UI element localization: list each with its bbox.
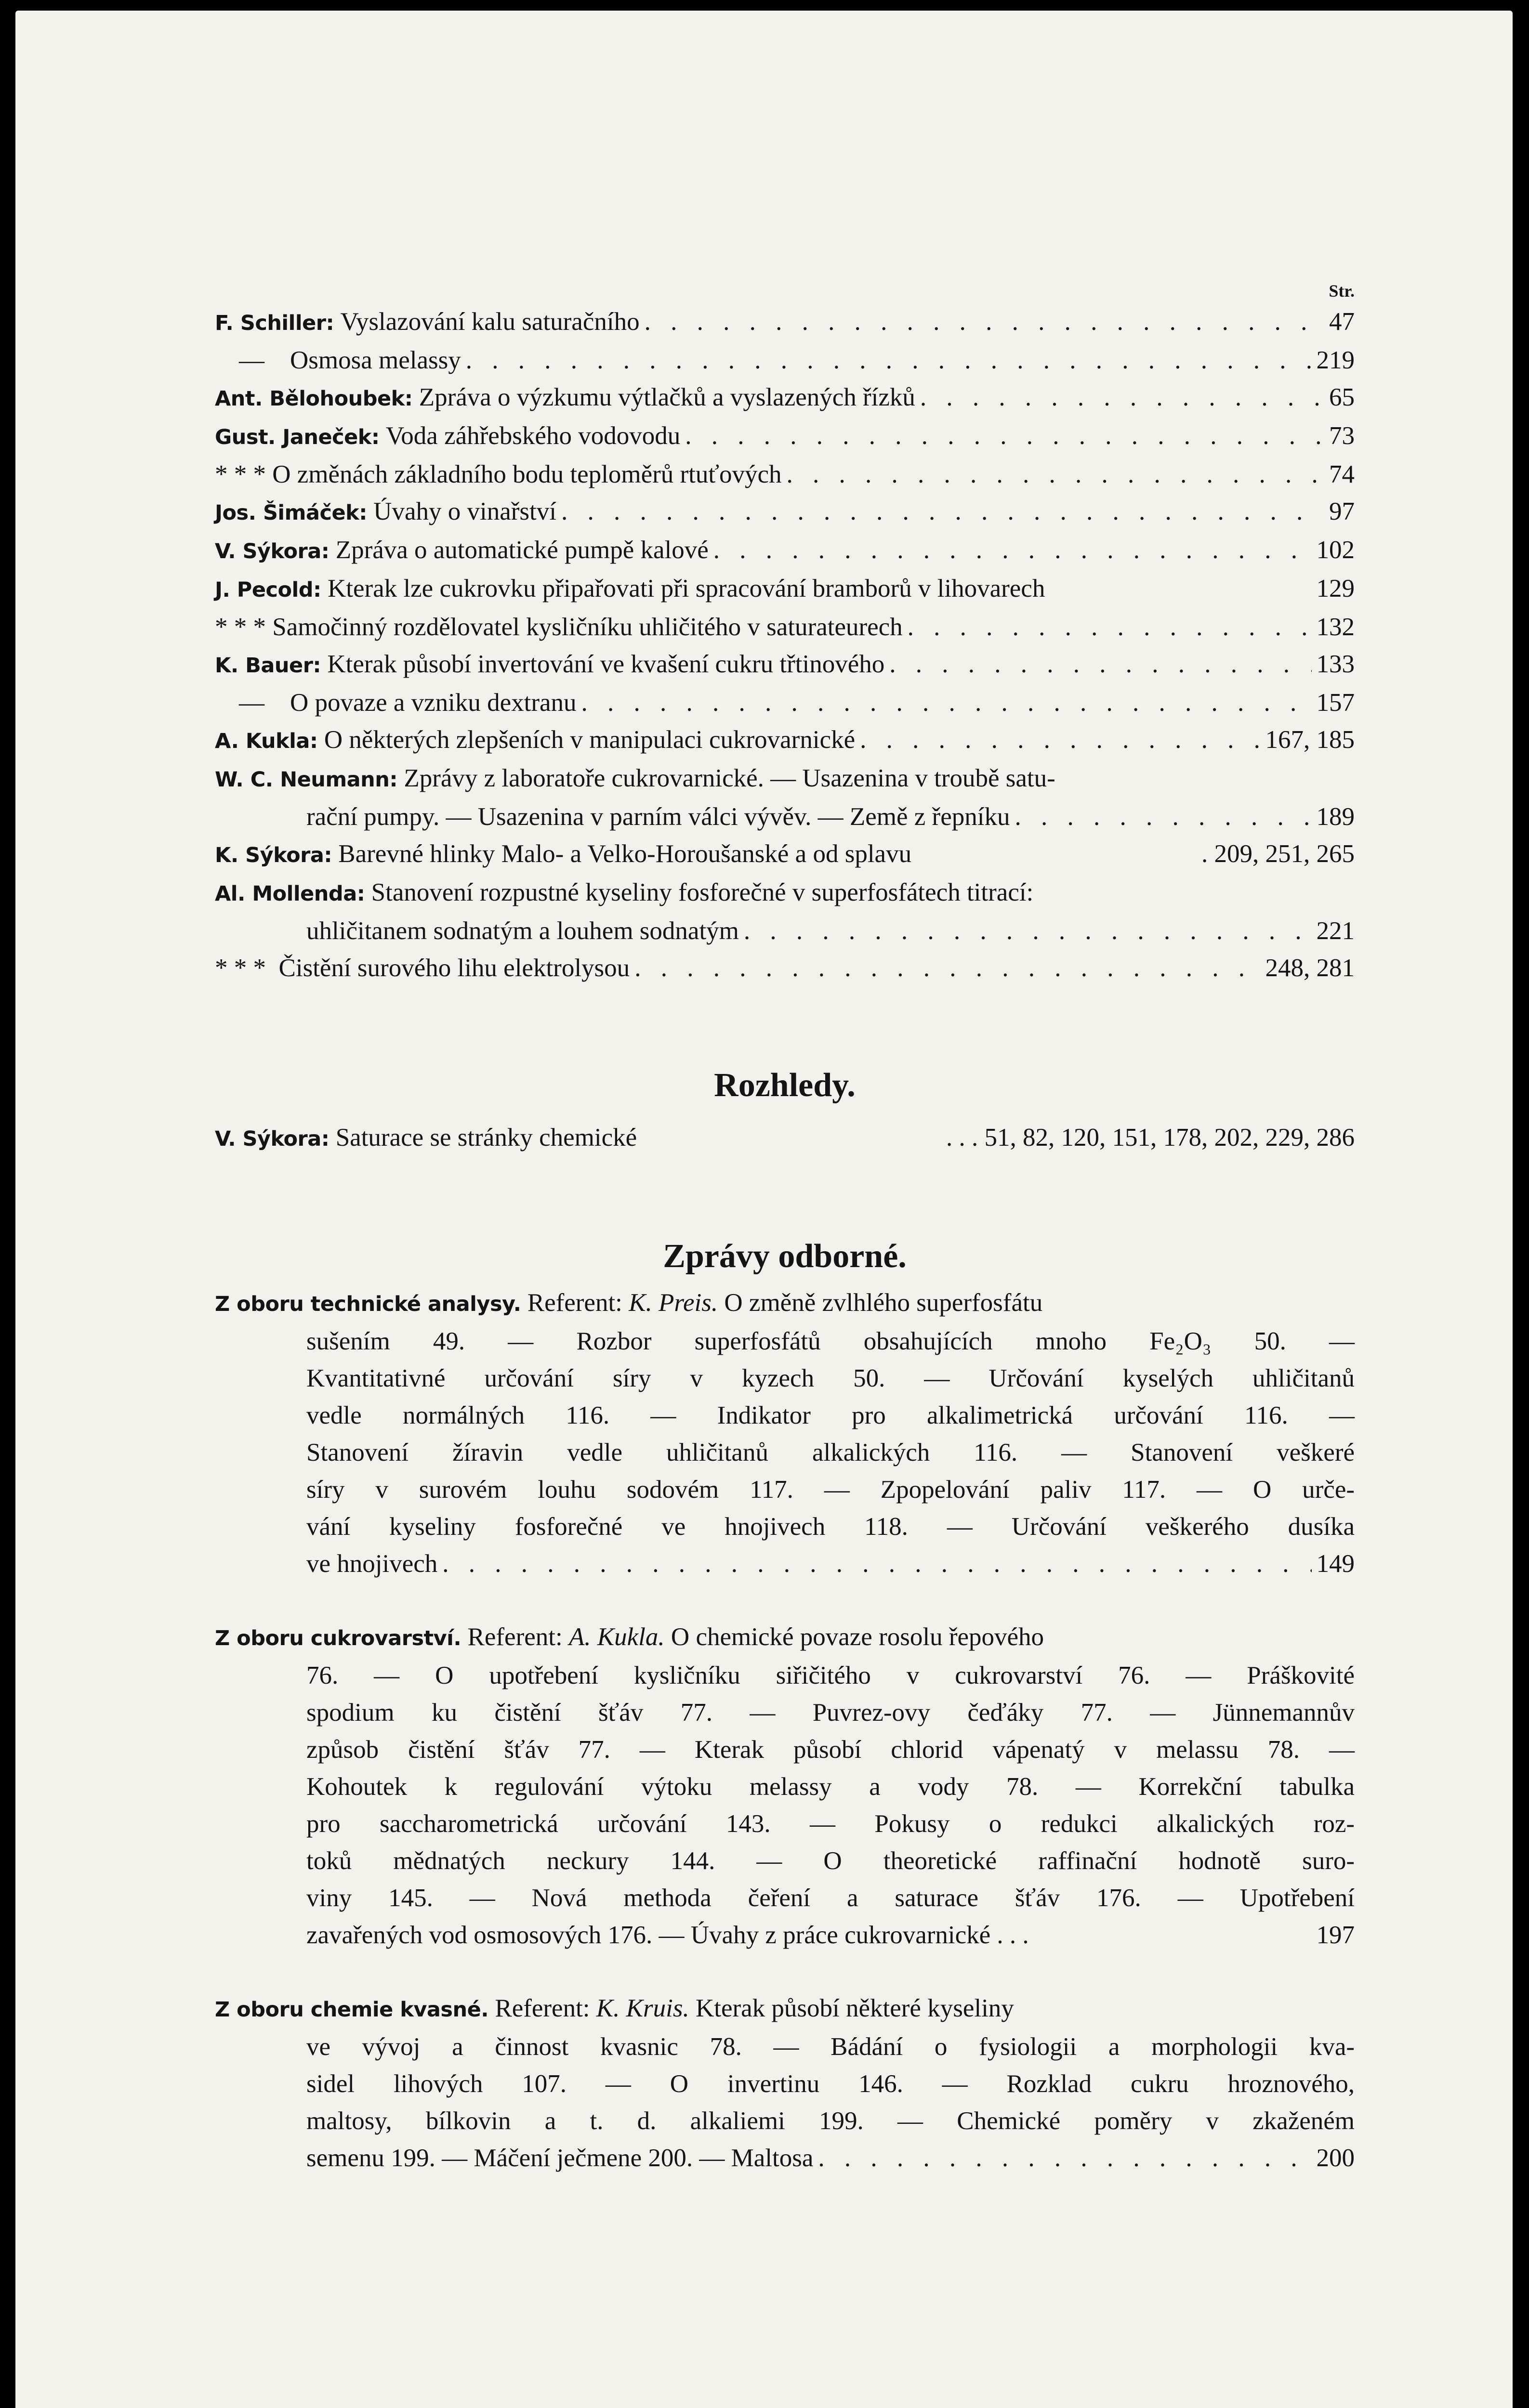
toc-author: K. Bauer: — [215, 654, 321, 678]
section-label: Z oboru chemie kvasné. — [215, 1998, 489, 2022]
toc-page: 65 — [1329, 383, 1355, 411]
dot-leader — [920, 379, 1324, 416]
section-text: O změně zvlhlého superfosfátu — [724, 1289, 1043, 1317]
section-text-line: vání kyseliny fosforečné ve hnojivech 118. — Určování veškerého dusíka — [306, 1513, 1355, 1541]
toc-author: Gust. Janeček: — [215, 425, 380, 449]
toc-page: 248, 281 — [1265, 954, 1355, 982]
report-section — [215, 1619, 1355, 1954]
toc-author: * * * — [215, 954, 266, 982]
dot-leader — [561, 493, 1324, 530]
toc-page: 73 — [1329, 422, 1355, 450]
toc-entry-sykora-hlinky — [215, 836, 1355, 874]
toc-author: * * * — [215, 460, 266, 488]
section-text-line: viny 145. — Nová methoda čeření a saturace šťáv 176. — Upotřebení — [306, 1884, 1355, 1912]
zpravy-sections — [215, 1284, 1355, 2177]
toc-page: 219 — [1316, 346, 1355, 374]
toc-title-line2: uhličitanem sodnatým a louhem sodnatým — [306, 917, 739, 945]
section-page: 149 — [1316, 1550, 1355, 1578]
toc-entry — [215, 609, 1355, 646]
toc-title: Osmosa melassy — [290, 346, 461, 374]
section-text-line: Kvantitativné určování síry v kyzech 50. — Určování kyselých uhličitanů — [306, 1364, 1355, 1392]
toc-entry — [215, 418, 1355, 456]
referent-name: K. Kruis. — [596, 1994, 689, 2022]
toc-author: V. Sýkora: — [215, 539, 330, 563]
toc-entry — [215, 493, 1355, 532]
dot-leader — [908, 609, 1312, 646]
toc-title: Kterak působí invertování ve kvašení cukru třtinového — [327, 650, 885, 678]
toc-author: A. Kukla: — [215, 729, 318, 753]
section-text: semenu 199. — Máčení ječmene 200. — Maltosa — [306, 2144, 814, 2172]
toc-title: Vyslazování kalu saturačního — [340, 308, 640, 336]
toc-pages: . . . 51, 82, 120, 151, 178, 202, 229, 286 — [946, 1124, 1355, 1152]
referent-name: A. Kukla. — [568, 1623, 665, 1651]
dot-leader — [442, 1545, 1311, 1583]
toc-entry-mollenda — [215, 874, 1355, 950]
referent-label: Referent: — [527, 1289, 622, 1317]
dot-leader — [466, 342, 1312, 379]
toc-author: W. C. Neumann: — [215, 768, 398, 792]
toc-title: Saturace se stránky chemické — [335, 1124, 637, 1152]
book-page — [15, 11, 1513, 2408]
dot-leader — [645, 303, 1324, 340]
toc-title-line1: Zprávy z laboratoře cukrovarnické. — Usazenina v troubě satu- — [404, 764, 1055, 792]
section-first-line — [215, 1619, 1355, 1657]
toc-title: Zpráva o výzkumu výtlačků a vyslazených řízků — [419, 383, 915, 411]
dot-leader — [860, 721, 1260, 759]
toc-title-line1: Stanovení rozpustné kyseliny fosforečné v superfosfátech titrací: — [371, 878, 1034, 906]
toc-title: Samočinný rozdělovatel kysličníku uhličitého v saturateurech — [272, 613, 903, 641]
dot-leader — [581, 684, 1312, 721]
toc-entry — [215, 532, 1355, 570]
section-text-line: 76. — O upotřebení kysličníku siřičitého v cukrovarství 76. — Práškovité — [306, 1662, 1355, 1689]
dot-leader — [713, 532, 1312, 569]
toc-page: 74 — [1329, 460, 1355, 488]
toc-page: 189 — [1316, 803, 1355, 831]
section-text: zavařených vod osmosových 176. — Úvahy z práce cukrovarnické . . . — [306, 1921, 1029, 1949]
toc-page: 157 — [1316, 689, 1355, 717]
dot-leader — [818, 2140, 1311, 2177]
toc-entry — [215, 646, 1355, 684]
toc-page: 167, 185 — [1265, 726, 1355, 754]
toc-author: Jos. Šimáček: — [215, 501, 367, 525]
section-first-line — [215, 1990, 1355, 2028]
toc-author: — — [239, 689, 264, 717]
rozhledy-entry — [215, 1119, 1355, 1158]
toc-title: Voda záhřebského vodovodu — [385, 422, 681, 450]
section-label: Z oboru technické analysy. — [215, 1292, 521, 1316]
dot-leader — [685, 418, 1324, 455]
toc-entry — [215, 456, 1355, 493]
section-text-line: Kohoutek k regulování výtoku melassy a vody 78. — Korrekční tabulka — [306, 1773, 1355, 1801]
toc-author: Al. Mollenda: — [215, 882, 365, 906]
section-last-line — [215, 1545, 1355, 1583]
heading-zpravy-odborne: Zprávy odborné. — [663, 1238, 907, 1275]
dot-leader — [787, 456, 1324, 493]
toc-entry — [215, 342, 1355, 379]
dot-leader — [889, 646, 1311, 683]
section-text-line: způsob čistění šťáv 77. — Kterak působí chlorid vápenatý v melassu 78. — — [306, 1736, 1355, 1764]
toc-entry-neumann — [215, 760, 1355, 836]
toc-author: J. Pecold: — [215, 578, 321, 602]
dot-leader — [634, 950, 1260, 987]
section-text-line: spodium ku čistění šťáv 77. — Puvrez-ovy čeďáky 77. — Jünnemannův — [306, 1699, 1355, 1727]
toc-author: F. Schiller: — [215, 311, 334, 335]
heading-rozhledy: Rozhledy. — [714, 1067, 856, 1104]
toc-title-line2: rační pumpy. — Usazenina v parním válci vývěv. — Země z řepníku — [306, 803, 1010, 831]
report-section — [215, 1990, 1355, 2177]
page-column-label: Str. — [1329, 281, 1355, 301]
toc-page: 133 — [1316, 650, 1355, 678]
section-text: ve hnojivech — [306, 1550, 438, 1578]
section-text-line: maltosy, bílkovin a t. d. alkaliemi 199. — Chemické poměry v zkaženém — [306, 2107, 1355, 2135]
section-text-line: ve vývoj a činnost kvasnic 78. — Bádání o fysiologii a morphologii kva- — [306, 2033, 1355, 2061]
section-text-line: vedle normálných 116. — Indikator pro alkalimetrická určování 116. — — [306, 1401, 1355, 1429]
toc-title: Zpráva o automatické pumpě kalové — [335, 536, 709, 564]
toc-title: O povaze a vzniku dextranu — [290, 689, 577, 717]
toc-title: Čistění surového lihu elektrolysou — [278, 954, 630, 982]
section-text-line: sušením 49. — Rozbor superfosfátů obsahujících mnoho Fe₂O₃ 50. — — [306, 1327, 1355, 1355]
toc-page: . 209, 251, 265 — [1201, 840, 1355, 868]
toc-title: Kterak lze cukrovku připařovati při spracování bramborů v lihovarech — [327, 575, 1045, 602]
section-text: Kterak působí některé kyseliny — [695, 1994, 1014, 2022]
section-text-line: síry v surovém louhu sodovém 117. — Zpopelování paliv 117. — O urče- — [306, 1476, 1355, 1504]
section-text: O chemické povaze rosolu řepového — [671, 1623, 1044, 1651]
toc-entry — [215, 721, 1355, 760]
section-first-line — [215, 1284, 1355, 1323]
toc-title: O některých zlepšeních v manipulaci cukrovarnické — [324, 726, 856, 754]
page-content — [215, 278, 1355, 2177]
section-last-line — [215, 1917, 1355, 1954]
section-text-line: pro saccharometrická určování 143. — Pokusy o redukci alkalických roz- — [306, 1810, 1355, 1838]
toc-list — [215, 303, 1355, 760]
toc-page: 47 — [1329, 308, 1355, 336]
toc-entry — [215, 570, 1355, 609]
toc-author: * * * — [215, 613, 266, 641]
section-label: Z oboru cukrovarství. — [215, 1626, 461, 1650]
dot-leader — [1015, 798, 1311, 836]
section-page: 200 — [1316, 2144, 1355, 2172]
section-page: 197 — [1316, 1921, 1355, 1949]
toc-author: K. Sýkora: — [215, 843, 332, 867]
dot-leader — [744, 913, 1312, 950]
report-section — [215, 1284, 1355, 1583]
section-text-line: sidel lihových 107. — O invertinu 146. — Rozklad cukru hroznového, — [306, 2070, 1355, 2098]
toc-entry — [215, 684, 1355, 721]
toc-entry-cisteni — [215, 950, 1355, 987]
toc-page: 132 — [1316, 613, 1355, 641]
referent-name: K. Preis. — [629, 1289, 718, 1317]
toc-title: O změnách základního bodu teploměrů rtuťových — [272, 460, 782, 488]
toc-author: V. Sýkora: — [215, 1127, 330, 1151]
toc-title: Barevné hlinky Malo- a Velko-Horoušanské a od splavu — [338, 840, 912, 868]
toc-title: Úvahy o vinařství — [373, 497, 556, 525]
referent-label: Referent: — [495, 1994, 590, 2022]
toc-entry — [215, 379, 1355, 418]
referent-label: Referent: — [467, 1623, 563, 1651]
toc-page: 97 — [1329, 497, 1355, 525]
toc-author: — — [239, 346, 264, 374]
toc-page: 221 — [1316, 917, 1355, 945]
toc-author: Ant. Bělohoubek: — [215, 387, 413, 411]
toc-page: 129 — [1316, 575, 1355, 602]
toc-page: 102 — [1316, 536, 1355, 564]
toc-entry — [215, 303, 1355, 342]
section-text-line: toků mědnatých neckury 144. — O theoretické raffinační hodnotě surо- — [306, 1847, 1355, 1875]
section-text-line: Stanovení žíravin vedle uhličitanů alkalických 116. — Stanovení veškeré — [306, 1439, 1355, 1466]
section-last-line — [215, 2140, 1355, 2177]
